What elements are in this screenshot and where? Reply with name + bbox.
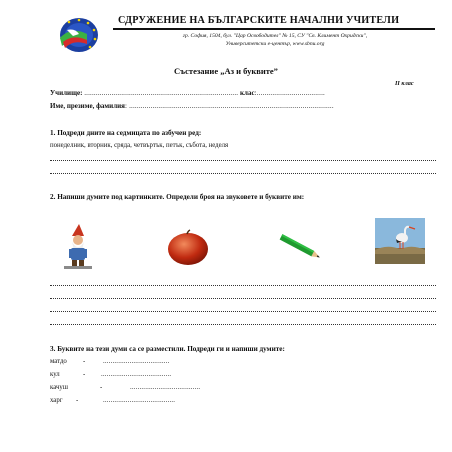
list-item <box>50 358 170 365</box>
school-field <box>50 89 325 97</box>
answer-line[interactable] <box>50 173 436 174</box>
word-answer-input[interactable]: ..................................... <box>130 384 201 391</box>
answer-line[interactable] <box>50 285 436 286</box>
gnome-icon <box>52 222 104 274</box>
task2-heading: 2. Напиши думите под картинките. Определи броя на звуковете и буквите им: <box>50 193 305 201</box>
name-field <box>50 102 334 110</box>
word-answer-input[interactable]: ...................................... <box>103 397 176 404</box>
name-input[interactable]: : ......................................................................................................... <box>124 102 334 110</box>
class-label: клас <box>240 89 255 97</box>
page-title: Състезание „Аз и буквите” <box>174 66 278 76</box>
grade-label: II клас <box>395 80 414 87</box>
school-label: Училище: <box>50 89 83 97</box>
answer-line[interactable] <box>50 324 436 325</box>
name-label: Име, презиме, фамилия <box>50 102 125 110</box>
org-address <box>112 32 438 48</box>
scrambled-word: качуш <box>50 384 68 391</box>
stork-icon <box>375 218 425 264</box>
class-input[interactable]: :................................... <box>254 89 325 97</box>
task1-heading: 1. Подреди дните на седмицата по азбучен ред: <box>50 129 202 137</box>
list-item <box>50 371 172 378</box>
answer-line[interactable] <box>50 298 436 299</box>
scrambled-word: кул <box>50 371 60 378</box>
scrambled-word: матдо <box>50 358 67 365</box>
task3-heading: 3. Буквите на тези думи са се разместили. Подреди ги и напиши думите: <box>50 345 285 353</box>
scrambled-word: харг <box>50 397 63 404</box>
dash: - <box>83 371 86 378</box>
answer-line[interactable] <box>50 311 436 312</box>
word-answer-input[interactable]: ................................... <box>103 358 170 365</box>
org-title: СДРУЖЕНИЕ НА БЪЛГАРСКИТЕ НАЧАЛНИ УЧИТЕЛИ <box>118 15 400 26</box>
word-answer-input[interactable]: ..................................... <box>101 371 172 378</box>
apple-icon <box>162 222 214 274</box>
list-item <box>50 397 176 404</box>
association-logo <box>57 16 99 54</box>
header-rule <box>113 28 435 30</box>
list-item <box>50 384 201 391</box>
answer-line[interactable] <box>50 160 436 161</box>
dash: - <box>76 397 79 404</box>
address-line-1: гр. София, 1504, бул. "Цар Освободител" № 15, СУ "Св. Климент Охридски", <box>182 33 368 39</box>
address-line-2: Университетски е-център, www.sbnu.org <box>225 41 325 47</box>
task1-days: понеделник, вторник, сряда, четвъртък, петък, събота, неделя <box>50 142 229 149</box>
dash: - <box>83 358 86 365</box>
school-input[interactable]: ............................................................................... <box>84 89 239 97</box>
pencil-icon <box>274 222 326 274</box>
dash: - <box>100 384 103 391</box>
